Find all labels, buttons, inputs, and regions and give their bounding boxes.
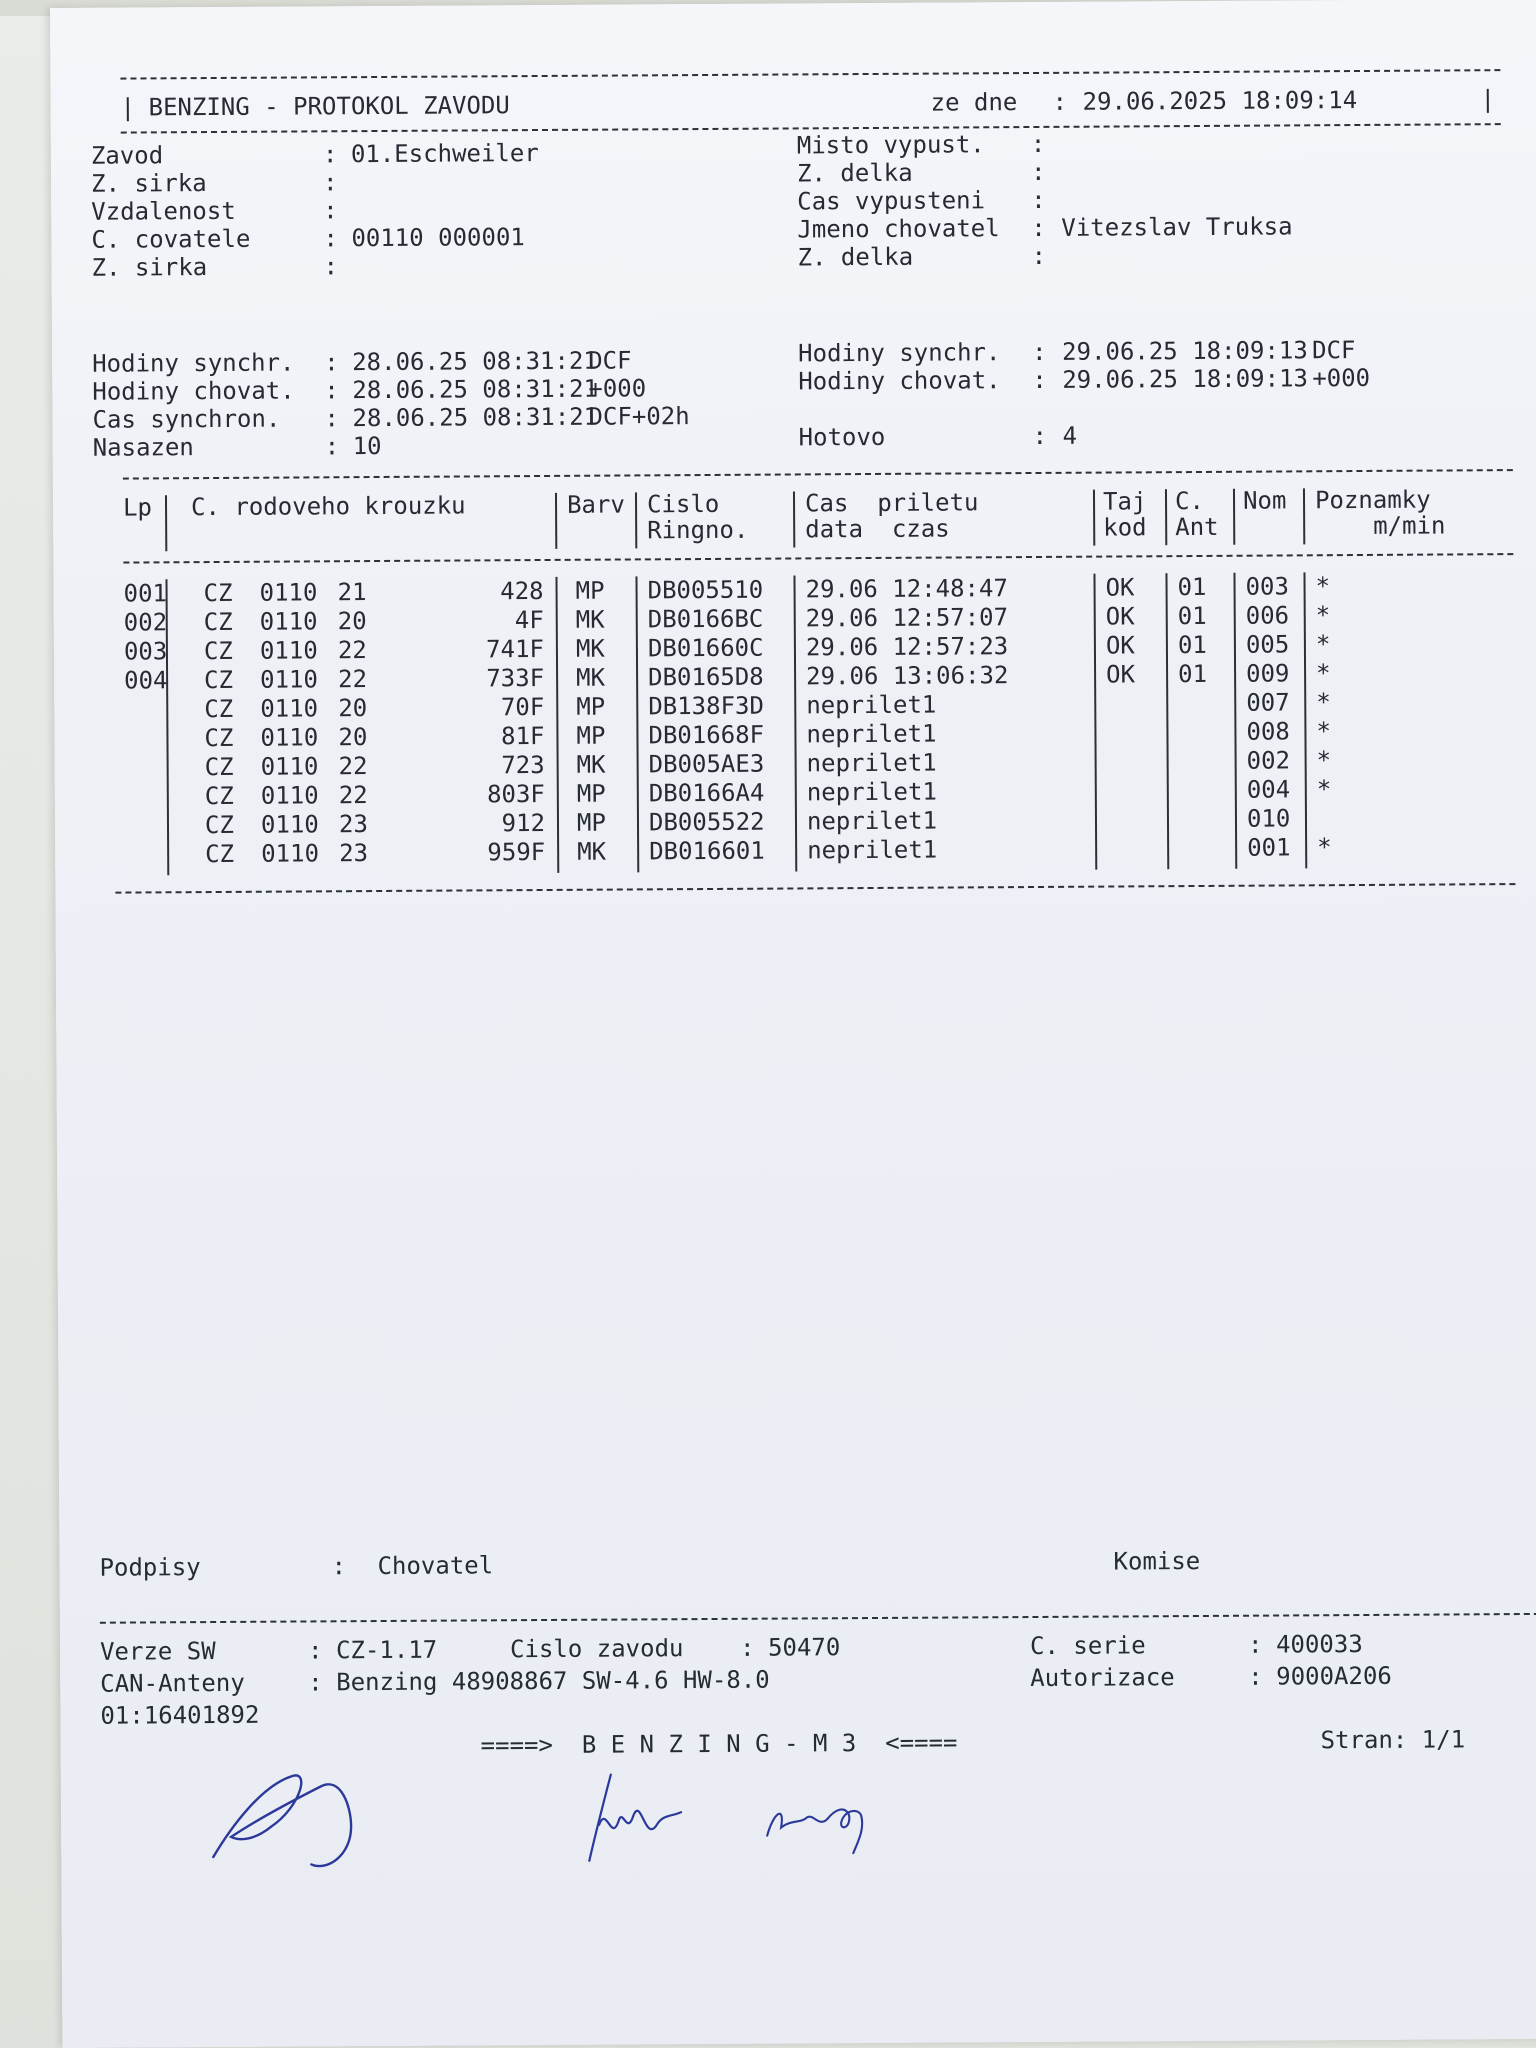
footer-colon: :: [307, 1636, 323, 1665]
commission-signature-1: [581, 1764, 692, 1875]
cell-antenna: 01: [1177, 601, 1207, 631]
cell-barv: MK: [577, 837, 607, 866]
cell-note: *: [1316, 717, 1331, 746]
cell-lp: 003: [123, 637, 168, 666]
info-colon: :: [1030, 157, 1046, 187]
col-divider: [1303, 488, 1305, 544]
sync-colon: :: [324, 404, 340, 433]
sync-label: Nasazen: [92, 433, 194, 462]
cell-chip: DB01660C: [647, 633, 764, 663]
col-header-kod: kod: [1103, 513, 1147, 542]
table-bottom-rule: [115, 883, 1515, 894]
cell-ring-number: 959F: [487, 837, 546, 867]
race-number-label: Cislo zavodu: [509, 1634, 684, 1664]
cell-barv: MK: [576, 750, 606, 779]
signature-commission-label: Komise: [1113, 1547, 1201, 1576]
cell-arrival-time: neprilet1: [806, 777, 937, 807]
document-title: BENZING - PROTOKOL ZAVODU: [148, 91, 510, 122]
info-colon: :: [323, 196, 338, 225]
cell-ring-number: 723: [501, 750, 545, 780]
sw-version-label: Verze SW: [99, 1637, 216, 1666]
signatures-colon: :: [331, 1552, 347, 1581]
cell-chip: DB0165D8: [648, 662, 764, 692]
sync-colon: :: [324, 432, 340, 461]
cell-antenna: 01: [1177, 572, 1207, 602]
sync-label: Hotovo: [798, 422, 886, 452]
sync-label: Cas synchron.: [92, 404, 281, 434]
info-value: 00110 000001: [351, 223, 525, 253]
cell-country: CZ: [204, 723, 234, 753]
sync-value: 28.06.25 08:31:21: [352, 374, 599, 405]
cell-year: 23: [339, 839, 369, 868]
cell-code: OK: [1106, 660, 1136, 689]
info-value: 01.Eschweiler: [350, 139, 539, 169]
cell-year: 20: [338, 694, 368, 723]
cell-country: CZ: [205, 839, 235, 869]
cell-ring-number: 741F: [486, 634, 545, 664]
sync-colon: :: [1032, 337, 1047, 367]
cell-nom: 008: [1246, 717, 1290, 746]
cell-lp: 004: [124, 666, 168, 695]
cell-year: 20: [337, 607, 367, 636]
cell-note: *: [1316, 775, 1332, 804]
cell-club: 0110: [261, 839, 320, 868]
col-divider: [165, 495, 167, 551]
cell-ring-number: 4F: [514, 605, 544, 635]
cell-chip: DB005AE3: [648, 749, 765, 779]
sync-value: 10: [352, 431, 382, 461]
header-right-bar: |: [1480, 85, 1496, 114]
sync-extra: +000: [588, 374, 647, 403]
info-colon: :: [1031, 241, 1047, 271]
cell-year: 23: [338, 810, 368, 839]
col-header-cas: Cas priletu: [804, 488, 979, 518]
cell-year: 22: [338, 752, 368, 781]
table-header-rule: [123, 553, 1513, 563]
info-value: Vitezslav Truksa: [1061, 212, 1293, 242]
cell-barv: MK: [576, 663, 606, 692]
sync-value: 4: [1062, 421, 1078, 450]
cell-chip: DB0166A4: [648, 778, 765, 808]
cell-country: CZ: [203, 578, 233, 608]
cell-antenna: 01: [1177, 630, 1207, 660]
sync-colon: :: [324, 376, 339, 405]
sync-colon: :: [1032, 421, 1048, 451]
col-divider: [1233, 489, 1235, 545]
cell-ring-number: 70F: [500, 692, 545, 722]
sync-extra: DCF+02h: [588, 402, 690, 431]
cell-country: CZ: [204, 810, 234, 840]
info-colon: :: [322, 168, 338, 197]
antenna-label: CAN-Anteny: [100, 1668, 245, 1698]
cell-chip: DB005510: [647, 575, 764, 605]
table-top-rule: [123, 469, 1513, 479]
cell-barv: MP: [576, 721, 606, 750]
page-number: Stran: 1/1: [1320, 1725, 1466, 1755]
info-colon: :: [323, 252, 339, 281]
col-header-taj: Taj: [1102, 487, 1147, 516]
breeder-signature: [201, 1746, 382, 1887]
cell-barv: MP: [576, 692, 606, 721]
date-colon: :: [1052, 87, 1068, 116]
col-header-m-min: m/min: [1373, 511, 1446, 540]
antenna-id: 01:16401892: [100, 1700, 260, 1730]
cell-nom: 002: [1246, 746, 1291, 775]
cell-note: *: [1315, 630, 1331, 659]
col-divider: [1165, 489, 1167, 545]
cell-nom: 001: [1247, 833, 1291, 862]
cell-arrival-time: 29.06 12:57:23: [805, 632, 1009, 662]
cell-arrival-time: neprilet1: [806, 690, 937, 720]
sync-value: 28.06.25 08:31:21: [352, 346, 598, 377]
cell-club: 0110: [260, 752, 319, 781]
cell-year: 22: [338, 665, 368, 694]
cell-code: OK: [1105, 631, 1135, 660]
cell-chip: DB01668F: [648, 720, 765, 750]
col-divider: [1093, 490, 1095, 546]
cell-note: *: [1317, 833, 1332, 862]
info-colon: :: [1031, 185, 1046, 215]
info-colon: :: [1031, 213, 1046, 243]
footer-colon: :: [308, 1668, 323, 1697]
col-header-c: C.: [1174, 486, 1205, 516]
cell-country: CZ: [203, 607, 233, 637]
sync-label: Hodiny chovat.: [92, 376, 295, 406]
commission-signature-2: [761, 1783, 881, 1864]
sync-label: Hodiny synchr.: [92, 348, 295, 378]
date-label: ze dne: [930, 88, 1018, 117]
cell-club: 0110: [260, 723, 319, 752]
cell-code: OK: [1105, 573, 1135, 602]
cell-barv: MP: [576, 808, 606, 837]
cell-arrival-time: 29.06 12:57:07: [805, 603, 1009, 633]
sw-version-value: CZ-1.17: [335, 1635, 438, 1665]
footer-colon: :: [1248, 1662, 1263, 1691]
info-colon: :: [322, 140, 338, 169]
cell-club: 0110: [260, 781, 319, 810]
cell-club: 0110: [259, 607, 318, 636]
cell-chip: DB138F3D: [648, 691, 764, 721]
cell-ring-number: 428: [500, 576, 544, 606]
col-header-barv: Barv: [566, 490, 625, 519]
cell-ring-number: 912: [501, 808, 546, 838]
cell-nom: 007: [1246, 688, 1290, 717]
authorization-value: 9000A206: [1276, 1661, 1392, 1691]
cell-chip: DB016601: [649, 836, 765, 866]
serial-label: C. serie: [1029, 1631, 1146, 1661]
cell-country: CZ: [204, 781, 234, 811]
cell-barv: MP: [575, 576, 605, 605]
col-header-ant: Ant: [1175, 512, 1219, 542]
cell-year: 20: [338, 723, 368, 752]
col-divider: [793, 491, 795, 547]
info-colon: :: [1030, 129, 1046, 159]
header-left-bar: |: [120, 93, 136, 122]
col-header-poznamky: Poznamky: [1314, 485, 1431, 515]
cell-code: OK: [1105, 602, 1135, 631]
cell-ring-number: 81F: [501, 721, 545, 751]
cell-note: *: [1316, 659, 1331, 688]
device-banner: ====> B E N Z I N G - M 3 <====: [480, 1728, 958, 1760]
cell-country: CZ: [204, 665, 234, 695]
cell-arrival-time: 29.06 12:48:47: [805, 574, 1008, 604]
col-header-ringno: Ringno.: [647, 515, 749, 545]
footer-colon: :: [739, 1633, 755, 1662]
info-label: Cas vypusteni: [797, 186, 986, 216]
cell-nom: 009: [1246, 659, 1290, 688]
info-label: Z. delka: [797, 242, 914, 272]
col-header-cislo: Cislo: [646, 489, 720, 519]
sync-value: 29.06.25 18:09:13: [1062, 364, 1309, 394]
cell-country: CZ: [204, 694, 234, 724]
cell-note: *: [1315, 601, 1331, 630]
cell-club: 0110: [260, 810, 319, 839]
info-label: C. covatele: [91, 224, 251, 254]
cell-barv: MP: [576, 779, 606, 808]
cell-lp: 002: [123, 608, 168, 637]
cell-club: 0110: [259, 578, 318, 607]
cell-country: CZ: [203, 636, 233, 666]
sync-extra: DCF: [1312, 336, 1356, 365]
cell-nom: 004: [1246, 775, 1291, 804]
cell-year: 21: [337, 578, 367, 607]
antenna-value: Benzing 48908867 SW-4.6 HW-8.0: [336, 1665, 770, 1697]
col-divider: [555, 493, 557, 549]
cell-arrival-time: neprilet1: [807, 835, 938, 865]
info-label: Zavod: [90, 141, 164, 170]
col-header-data-czas: data czas: [805, 514, 950, 544]
sync-extra: +000: [1312, 363, 1371, 393]
cell-club: 0110: [260, 694, 319, 723]
cell-lp: 001: [123, 579, 168, 608]
cell-arrival-time: neprilet1: [806, 748, 937, 778]
info-label: Z. sirka: [90, 169, 207, 198]
info-label: Misto vypust.: [796, 130, 985, 160]
date-value: 29.06.2025 18:09:14: [1082, 86, 1358, 116]
cell-antenna: 01: [1178, 659, 1208, 689]
sync-label: Hodiny synchr.: [798, 338, 1001, 368]
sync-colon: :: [324, 348, 339, 377]
col-header-ring: C. rodoveho krouzku: [190, 491, 466, 522]
cell-arrival-time: neprilet1: [806, 806, 938, 836]
cell-barv: MK: [575, 605, 605, 634]
race-number-value: 50470: [767, 1633, 841, 1662]
cell-note: *: [1316, 746, 1332, 775]
col-divider: [635, 492, 637, 548]
cell-arrival-time: 29.06 13:06:32: [806, 661, 1009, 691]
cell-club: 0110: [259, 636, 318, 665]
info-colon: :: [323, 224, 338, 253]
info-label: Z. delka: [796, 158, 913, 188]
sync-value: 28.06.25 08:31:21: [352, 402, 599, 433]
authorization-label: Autorizace: [1030, 1663, 1175, 1693]
sync-colon: :: [1032, 365, 1047, 395]
cell-year: 22: [338, 781, 368, 810]
cell-barv: MK: [575, 634, 605, 663]
col-header-nom: Nom: [1242, 486, 1287, 515]
header-top-rule: [120, 69, 1500, 79]
cell-country: CZ: [204, 752, 234, 782]
col-header-lp: Lp: [122, 493, 153, 522]
cell-chip: DB005522: [648, 807, 765, 837]
cell-ring-number: 803F: [486, 779, 545, 809]
serial-value: 400033: [1275, 1630, 1363, 1659]
cell-club: 0110: [260, 665, 318, 694]
sync-label: Hodiny chovat.: [798, 366, 1001, 396]
cell-nom: 003: [1245, 572, 1290, 601]
cell-note: *: [1316, 688, 1331, 717]
cell-nom: 005: [1245, 630, 1290, 659]
signature-breeder-label: Chovatel: [377, 1551, 494, 1581]
info-label: Jmeno chovatel: [797, 214, 1000, 244]
cell-year: 22: [337, 636, 367, 665]
cell-arrival-time: neprilet1: [806, 719, 937, 749]
sync-value: 29.06.25 18:09:13: [1062, 336, 1308, 366]
cell-chip: DB0166BC: [647, 604, 764, 634]
cell-nom: 006: [1245, 601, 1290, 630]
info-label: Vzdalenost: [91, 196, 236, 226]
race-protocol-sheet: [50, 0, 1536, 2048]
footer-rule: [100, 1613, 1536, 1624]
info-label: Z. sirka: [91, 253, 208, 282]
cell-note: *: [1315, 572, 1331, 601]
cell-nom: 010: [1246, 804, 1291, 833]
signatures-label: Podpisy: [99, 1553, 201, 1582]
cell-ring-number: 733F: [486, 663, 545, 693]
footer-colon: :: [1247, 1630, 1263, 1659]
sync-extra: DCF: [588, 346, 632, 375]
